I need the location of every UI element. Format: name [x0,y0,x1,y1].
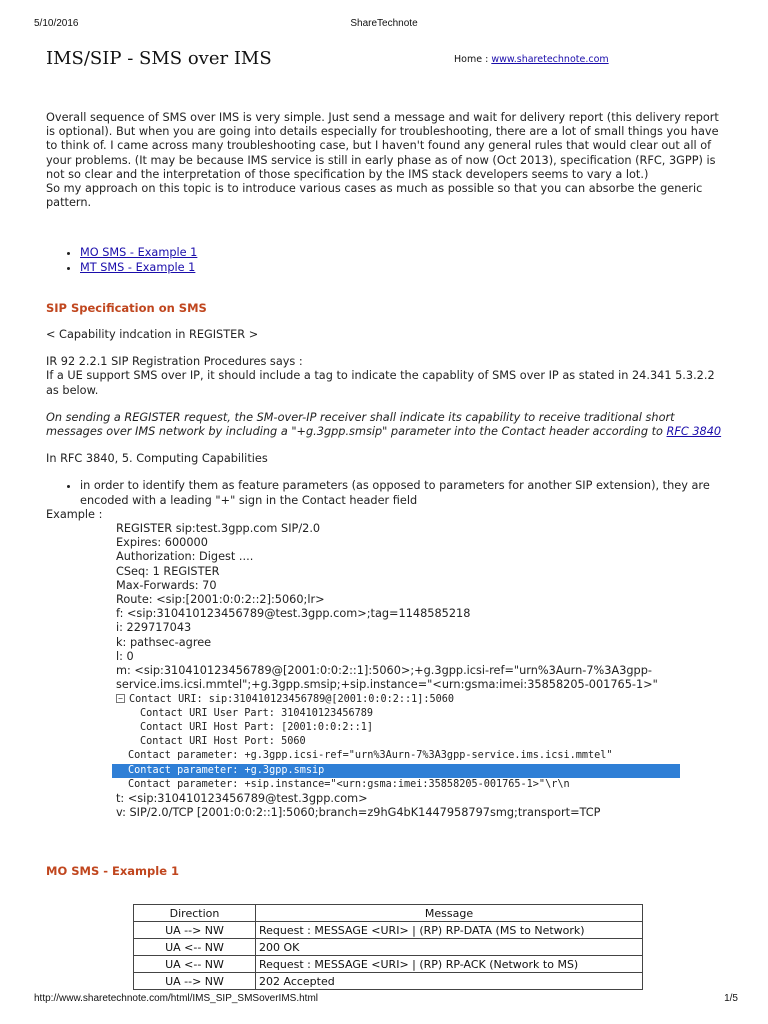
spec-quote [46,411,730,439]
code-line: CSeq: 1 REGISTER [116,564,220,578]
trace-user-part: Contact URI User Part: 310410123456789 [140,707,374,719]
trace-host-part: Contact URI Host Part: [2001:0:0:2::1] [140,721,374,733]
code-line: t: <sip:310410123456789@test.3gpp.com> [116,791,368,805]
code-line: i: 229717043 [116,621,192,635]
table-header-row [134,905,643,922]
trace-param-instance: Contact parameter: +sip.instance="<urn:gsma:imei:35858205-001765-1>"\r\n [128,778,570,790]
section-heading-sip-spec: SIP Specification on SMS [46,300,207,315]
mo-sms-message-table [133,904,643,990]
cell-direction: UA --> NW [134,973,256,990]
trace-host-port: Contact URI Host Port: 5060 [140,736,306,748]
toc-link-mo-sms[interactable]: MO SMS - Example 1 [80,246,198,260]
table-row [134,922,643,939]
code-line: l: 0 [116,649,134,663]
toc-list [46,246,730,274]
trace-contact-uri: Contact URI: sip:310410123456789@[2001:0:0:2::1]:5060 [129,693,455,705]
intro-paragraph-1: Overall sequence of SMS over IMS is very simple. Just send a message and wait for delivery report (this delivery report is optional). But when you are going into details especially for troubleshooting, there are a lot of small things you have to think of. I came across many troubleshooting case, but I haven't found any general rules that would clear out all of your problems. (It may be because IMS service is still in early phase as of now (Oct 2013), specification (RFC, 3GPP) is not so clear and the interpretation of those specification by the IMS stack developers seems to vary a lot.) [46,111,719,181]
cell-message: 200 OK [256,939,643,956]
code-line-contact: m: <sip:310410123456789@[2001:0:0:2::1]:5060>;+g.3gpp.icsi-ref="urn%3Aurn-7%3A3gpp-service.ims.icsi.mmtel";+g.3gpp.smsip;+sip.instance="<urn:gsma:imei:35858205-001765-1>" [116,664,658,692]
capability-label: < Capability indcation in REGISTER > [46,328,259,342]
section-heading-mo-sms: MO SMS - Example 1 [46,864,180,879]
code-line: REGISTER sip:test.3gpp.com SIP/2.0 [116,522,321,536]
table-row [134,973,643,990]
cell-direction: UA <-- NW [134,939,256,956]
list-item [80,246,730,260]
cell-direction: UA --> NW [134,922,256,939]
print-footer-url: http://www.sharetechnote.com/html/IMS_SIP_SMSoverIMS.html [34,993,318,1004]
cell-direction: UA <-- NW [134,956,256,973]
column-header-message: Message [256,905,643,922]
code-line: v: SIP/2.0/TCP [2001:0:0:2::1]:5060;branch=z9hG4bK1447958797smg;transport=TCP [116,806,601,820]
home-label: Home : [454,54,489,65]
trace-param-smsip-highlighted: Contact parameter: +g.3gpp.smsip [112,764,680,778]
toc-link-mt-sms[interactable]: MT SMS - Example 1 [80,260,196,274]
table-row [134,956,643,973]
code-line: Max-Forwards: 70 [116,578,217,592]
print-page-number: 1/5 [724,993,738,1004]
print-site-title: ShareTechnote [350,18,418,29]
collapse-icon: − [116,694,125,703]
spec-quote-text: On sending a REGISTER request, the SM-over-IP receiver shall indicate its capability to receive traditional short messages over IMS network by including a "+g.3gpp.smsip" parameter into the Contact header according to [46,410,675,439]
code-line: k: pathsec-agree [116,635,212,649]
register-example-code [116,522,730,692]
rfc-bullet-list [46,479,730,507]
page-title: IMS/SIP - SMS over IMS [46,48,272,69]
code-line: Route: <sip:[2001:0:0:2::2]:5060;lr> [116,593,325,607]
code-line: Expires: 600000 [116,536,208,550]
code-line: f: <sip:310410123456789@test.3gpp.com>;tag=1148585218 [116,607,471,621]
list-item [80,261,730,275]
column-header-direction: Direction [134,905,256,922]
trace-param-icsi: Contact parameter: +g.3gpp.icsi-ref="urn%3Aurn-7%3A3gpp-service.ims.icsi.mmtel" [128,750,613,762]
trace-contact-uri-row [112,693,680,707]
table-row [134,939,643,956]
list-item: • in order to identify them as feature parameters (as opposed to parameters for another SIP extension), they are encoded with a leading "+" sign in the Contact header field [80,479,730,507]
cell-message: 202 Accepted [256,973,643,990]
cell-message: Request : MESSAGE <URI> | (RP) RP-ACK (Network to MS) [256,956,643,973]
example-label: Example : [46,507,103,521]
cell-message: Request : MESSAGE <URI> | (RP) RP-DATA (MS to Network) [256,922,643,939]
article-body [46,111,730,879]
code-line: Authorization: Digest .... [116,550,254,564]
decoded-contact-trace [112,693,680,792]
home-link[interactable]: www.sharetechnote.com [491,54,609,65]
ir92-line-2: If a UE support SMS over IP, it should include a tag to indicate the capablity of SMS over IP as stated in 24.341 5.3.2.2 as below. [46,369,715,397]
print-date: 5/10/2016 [34,18,79,29]
rfc-3840-link[interactable]: RFC 3840 [666,425,722,439]
rfc-title: In RFC 3840, 5. Computing Capabilities [46,452,268,466]
register-example-code-tail [116,792,730,820]
ir92-line-1: IR 92 2.2.1 SIP Registration Procedures says : [46,355,303,369]
home-link-area [454,54,609,65]
intro-paragraph-2: So my approach on this topic is to introduce various cases as much as possible so that you can absorbe the generic pattern. [46,182,703,210]
